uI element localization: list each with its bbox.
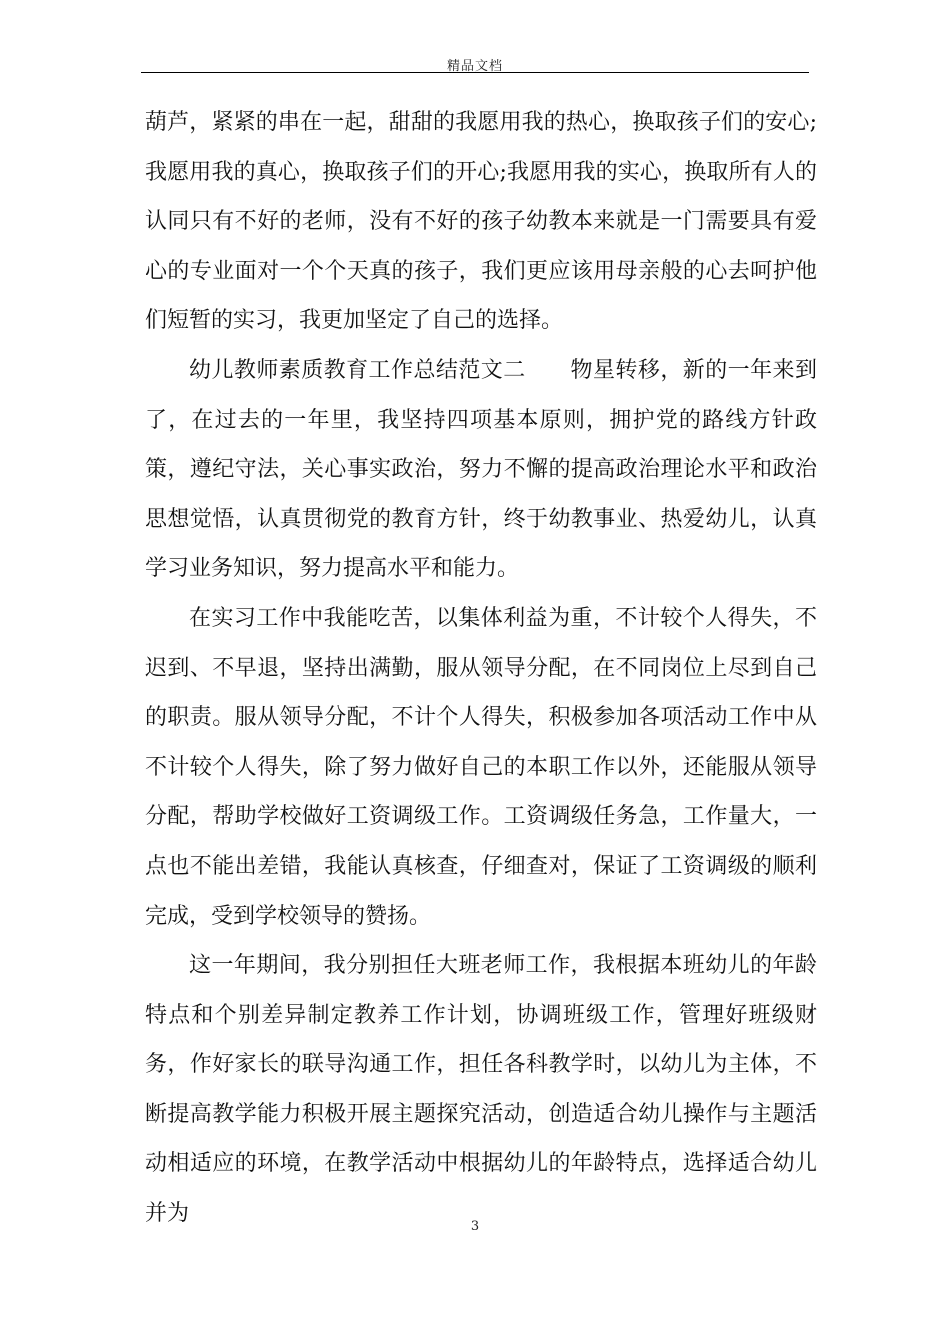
document-body (145, 98, 817, 1239)
page-header: 精品文档 (446, 59, 503, 74)
paragraph-year-review: 这一年期间，我分别担任大班老师工作，我根据本班幼儿的年龄特点和个别差异制定教养工作计划，协调班级工作，管理好班级财务，作好家长的联导沟通工作，担任各科教学时，以幼儿为主体，不断提高教学能力积极开展主题探究活动，创造适合幼儿操作与主题活动相适应的环境，在教学活动中根据幼儿的年龄特点，选择适合幼儿并为 (145, 953, 817, 1227)
paragraph-continued: 葫芦，紧紧的串在一起，甜甜的我愿用我的热心，换取孩子们的安心;我愿用我的真心，换取孩子们的开心;我愿用我的实心，换取所有人的认同只有不好的老师，没有不好的孩子幼教本来就是一门需要具有爱心的专业面对一个个天真的孩子，我们更应该用母亲般的心去呵护他们短暂的实习，我更加坚定了自己的选择。 (145, 110, 817, 334)
paragraph-internship-work: 在实习工作中我能吃苦，以集体利益为重，不计较个人得失，不迟到、不早退，坚持出满勤，服从领导分配，在不同岗位上尽到自己的职责。服从领导分配，不计个人得失，积极参加各项活动工作中从不计较个人得失，除了努力做好自己的本职工作以外，还能服从领导分配，帮助学校做好工资调级工作。工资调级任务急，工作量大，一点也不能出差错，我能认真核查，仔细查对，保证了工资调级的顺利完成，受到学校领导的赞扬。 (145, 605, 817, 929)
page-number: 3 (470, 1219, 480, 1234)
paragraph-section-two: 幼儿教师素质教育工作总结范文二 物星转移，新的一年来到了，在过去的一年里，我坚持四项基本原则，拥护党的路线方针政策，遵纪守法，关心事实政治，努力不懈的提高政治理论水平和政治思想觉悟，认真贯彻党的教育方针，终于幼教事业、热爱幼儿，认真学习业务知识，努力提高水平和能力。 (145, 357, 817, 582)
header-divider (141, 72, 809, 73)
